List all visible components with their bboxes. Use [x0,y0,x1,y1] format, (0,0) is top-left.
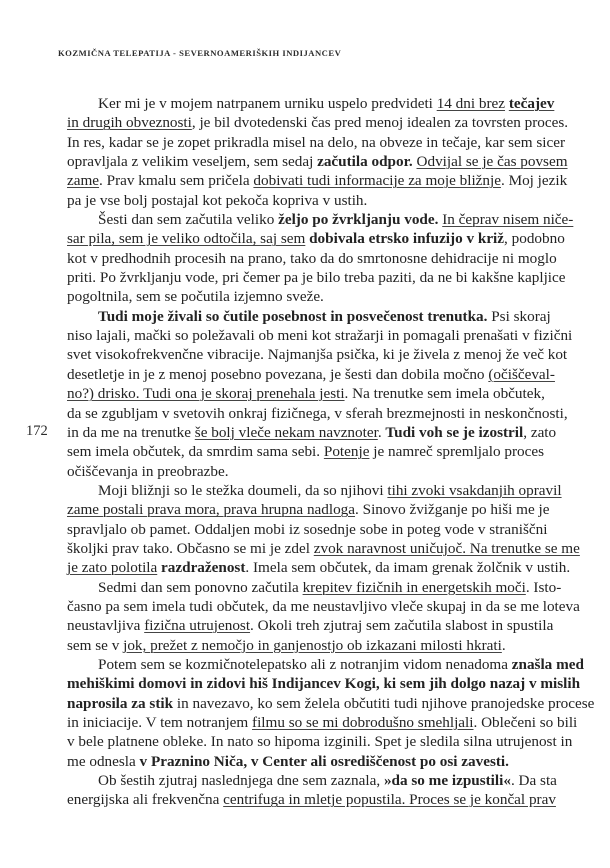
text-run: Šesti dan sem začutila veliko [98,211,279,229]
text-line [67,345,568,364]
underlined-text: tihi zvoki vsakdanjih opravil [387,481,562,499]
bold-text: Tudi moje živali so čutile posebnost in posvečenost trenutka. [98,307,488,325]
underlined-text: zvok naravnost uničujoč. Na trenutke se me [313,539,580,557]
text-line [67,171,568,190]
text-line [67,694,595,713]
bold-text: znašla med [511,655,584,673]
text-run: in da me na trenutke [67,423,195,441]
underlined-text: jok, prežet z nemočjo in ganjenostjo ob izkazani milosti hkrati [123,636,502,654]
text-line [67,771,557,790]
text-run: . Isto- [525,578,562,596]
text-run: . Oblečeni so bili [473,714,578,731]
text-line [67,423,557,442]
text-run: In res, kadar se je zopet prikradla misel na delo, na obveze in tečaje, kar sem sicer [67,133,566,151]
text-line [67,636,520,655]
bold-text: željo po žvrkljanju vode. [278,211,439,229]
text-run: da se zgubljam v svetovih onkraj fizičnega, v sferah brezmejnosti in neskončnosti, [67,404,568,422]
text-line [67,384,545,403]
text-run: . Moj jezik [500,172,568,190]
text-line [67,558,571,577]
bold-text: v Praznino Niča, v Center ali osrediščenost po osi zavesti. [139,752,509,770]
bold-text: »da so me izpustili« [383,772,511,790]
text-run: in iniciacije. V tem notranjem [67,714,253,731]
underlined-text: fizična utrujenost [144,617,251,635]
bold-text: Tudi voh se je izostril [385,423,524,441]
text-run: neustavljiva [67,617,145,635]
text-run: je namreč spremljalo proces [369,443,545,461]
text-run: priti. Po žvrkljanju vode, pri čemer pa je bilo treba paziti, da ne bi kakšne kapljice [67,269,566,287]
text-run: v bele platnene obleke. In nato so hipoma izginili. Spet je sledila silna utrujenost in [67,733,573,751]
underlined-text: še bolj vleče nekam navznoter [194,423,378,441]
underlined-text: filmu so se mi dobrodušno smehljali [252,714,474,731]
text-run: , podobno [504,230,565,248]
text-run: . Imela sem občutek, da imam grenak žolčnik v ustih. [245,559,571,577]
text-run: . Na trenutke sem imela občutek, [344,385,545,403]
text-line [67,287,520,306]
text-run: energijska ali frekvenčna [67,791,224,809]
text-line [67,752,520,771]
underlined-text: zame postali prava mora, prava hrupna nadloga [67,501,356,519]
text-line [67,307,551,326]
text-run: , je bil dvotedenski čas pred menoj idealen za tovrsten proces. [191,114,569,132]
text-line [67,616,554,635]
text-run: kot v predhodnih procesih na prano, tako da do smrtonosne dehidracije ni moglo [67,249,557,267]
underlined-text: no?) drisko. Tudi ona je skoraj prenehala jesti [67,385,345,403]
text-line [67,500,550,519]
text-run: opravljala z velikim veseljem, sem sedaj [67,153,318,171]
underlined-text: In čeprav nisem niče- [442,211,574,229]
text-line [67,94,555,113]
text-run: , zato [523,423,557,441]
text-line [67,462,520,481]
text-line [67,520,548,539]
text-line [67,268,566,287]
text-line [67,326,573,345]
text-run: sem imela občutek, da smrdim sama sebi. [67,443,324,461]
bold-underlined-text: tečajev [508,95,555,112]
text-line [67,655,584,674]
page-number: 172 [26,423,48,439]
text-line [67,674,581,693]
text-line [67,481,562,500]
text-run: pa je vse bolj postajal kot pekoča kopriva v ustih. [67,191,368,209]
underlined-text: (očiščeval- [488,365,555,383]
text-line [67,597,580,616]
text-run: Ob šestih zjutraj naslednjega dne sem zaznala, [98,772,384,790]
text-run: Potem sem se kozmičnotelepatsko ali z notranjim vidom nenadoma [98,655,512,673]
underlined-text: zame [67,172,100,190]
text-line [67,790,556,809]
text-run: Sedmi dan sem ponovno začutila [98,578,303,596]
text-run: sem se v [67,636,124,654]
running-head: KOZMIČNA TELEPATIJA - SEVERNOAMERIŠKIH INDIJANCEV [58,48,342,58]
text-line [67,365,555,384]
bold-text: začutila odpor. [317,153,413,171]
body-text [67,94,595,810]
text-line [67,713,578,732]
text-line [67,210,574,229]
text-line [67,229,565,248]
underlined-text: in drugih obveznosti [67,114,192,132]
text-run: školjki prav tako. Občasno se mi je zdel [67,539,314,557]
bold-text: dobivala etrsko infuzijo v križ [309,230,505,248]
underlined-text: Odvijal se je čas povsem [416,153,568,171]
text-run: svet visokofrekvenčne vibracije. Najmanjša psička, ki je živela z menoj že več kot [67,346,568,364]
text-run: . Prav kmalu sem pričela [99,172,254,190]
text-run: pogoltnila, sem se počutila izjemno sveže. [67,288,324,306]
text-line [67,578,562,597]
text-run: časno pa sem imela tudi občutek, da me neustavljivo vleče skupaj in da se me loteva [67,597,580,615]
underlined-text: centrifuga in mletje popustila. Proces se je končal prav [223,791,556,809]
text-run: Psi skoraj [487,307,551,325]
text-run: niso lajali, mački so poležavali ob meni kot stražarji in pomagali prenašati v fizični [67,327,573,345]
text-line [67,732,573,751]
bold-text: naprosila za stik [67,694,174,712]
text-run: in navezavo, ko sem želela občutiti tudi njihove pranojedske procese [173,694,595,712]
text-run: Ker mi je v mojem natrpanem urniku uspelo predvideti [98,95,437,112]
text-run: . Okoli treh zjutraj sem začutila slabost in spustila [250,617,554,635]
bold-text: razdraženost [161,559,246,577]
text-line [67,442,545,461]
bold-text: mehiškimi domovi in zidovi hiš Indijancev Kogi, ki sem jih dolgo nazaj v mislih [67,675,581,693]
text-line [67,404,568,423]
text-run: očiščevanja in preobrazbe. [67,462,229,480]
text-run: . [377,423,386,441]
text-run: me odnesla [67,752,140,770]
text-run: spravljalo ob pamet. Oddaljen mobi iz sosednje sobe in poteg vode v straniščni [67,520,548,538]
text-run: . [501,636,506,654]
text-line [67,191,520,210]
underlined-text: krepitev fizičnih in energetskih moči [302,578,526,596]
text-line [67,152,568,171]
text-line [67,133,566,152]
underlined-text: 14 dni brez [436,95,506,112]
text-run: . Sinovo žvižganje po hiši me je [355,501,550,519]
underlined-text: dobivati tudi informacije za moje bližnje [253,172,501,190]
underlined-text: Potenje [323,443,370,461]
text-line [67,249,557,268]
text-run: Moji bližnji so le stežka doumeli, da so njihovi [98,481,388,499]
underlined-text: sar pila, sem je veliko odtočila, saj sem [67,230,306,248]
text-run: desetletje in je z menoj posebno povezana, je šesti dan dobila močno [67,365,489,383]
text-line [67,113,569,132]
text-run: . Da sta [510,772,557,790]
underlined-text: je zato polotila [67,559,158,577]
text-line [67,539,580,558]
